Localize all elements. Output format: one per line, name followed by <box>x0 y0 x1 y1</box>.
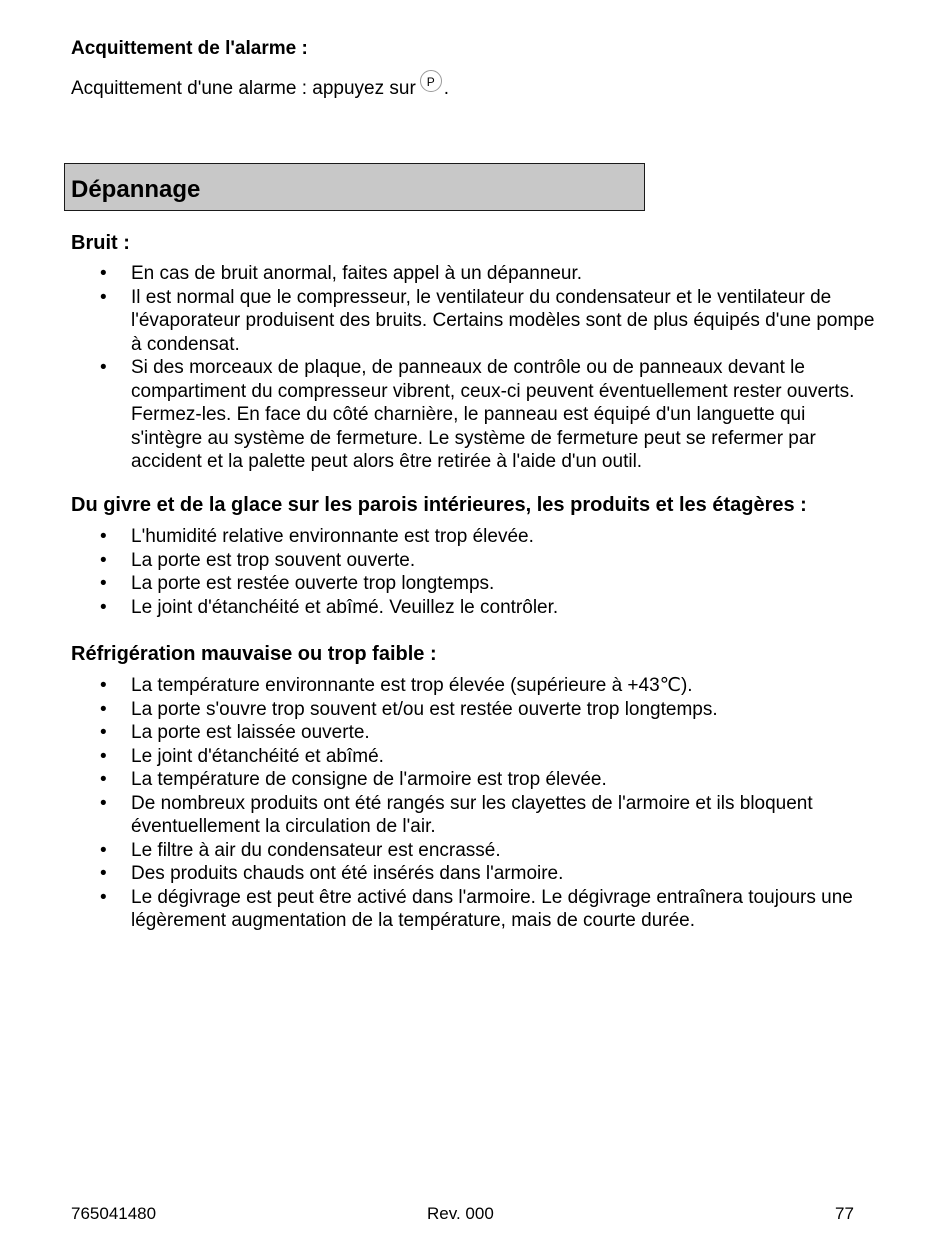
frost-heading: Du givre et de la glace sur les parois intérieures, les produits et les étagères : <box>71 494 807 516</box>
list-item: • La température de consigne de l'armoire est trop élevée. <box>0 768 880 792</box>
refrigeration-list <box>0 674 880 933</box>
alarm-ack-text <box>71 70 449 100</box>
section-title-banner <box>64 163 645 211</box>
list-item: • La porte est restée ouverte trop longtemps. <box>0 572 880 596</box>
refrigeration-heading: Réfrigération mauvaise ou trop faible : <box>71 643 437 665</box>
list-item: • En cas de bruit anormal, faites appel à un dépanneur. <box>0 262 880 286</box>
noise-list <box>0 262 880 474</box>
list-item: • Le filtre à air du condensateur est encrassé. <box>0 839 880 863</box>
footer-revision: Rev. 000 <box>427 1204 494 1223</box>
noise-heading: Bruit : <box>71 232 130 254</box>
list-item: • Si des morceaux de plaque, de panneaux de contrôle ou de panneaux devant le compartiment du compresseur vibrent, ceux-ci peuvent éventuellement rester ouverts. Fermez-les. En face du côté charnière, le panneau est équipé d'un languette qui s'intègre au système de fermeture. Le système de fermeture peut se refermer par accident et la palette peut alors être retirée à l'aide d'un outil. <box>0 356 880 474</box>
list-item: • Il est normal que le compresseur, le ventilateur du condensateur et le ventilateur de l'évaporateur produisent des bruits. Certains modèles sont de plus équipés d'une pompe à condensat. <box>0 286 880 357</box>
alarm-ack-heading: Acquittement de l'alarme : <box>71 38 308 59</box>
list-item: • La température environnante est trop élevée (supérieure à +43℃). <box>0 674 880 698</box>
frost-list <box>0 525 880 619</box>
footer-page-number: 77 <box>835 1204 854 1223</box>
list-item: • Des produits chauds ont été insérés dans l'armoire. <box>0 862 880 886</box>
list-item: • Le joint d'étanchéité et abîmé. <box>0 745 880 769</box>
list-item: • La porte est trop souvent ouverte. <box>0 549 880 573</box>
alarm-ack-period: . <box>443 78 450 99</box>
list-item: • Le joint d'étanchéité et abîmé. Veuillez le contrôler. <box>0 596 880 620</box>
list-item: • La porte s'ouvre trop souvent et/ou est restée ouverte trop longtemps. <box>0 698 880 722</box>
list-item: • De nombreux produits ont été rangés sur les clayettes de l'armoire et ils bloquent éventuellement la circulation de l'air. <box>0 792 880 839</box>
section-title: Dépannage <box>71 176 201 203</box>
footer-document-number: 765041480 <box>71 1204 157 1223</box>
p-key-icon: P <box>420 70 442 92</box>
list-item: • La porte est laissée ouverte. <box>0 721 880 745</box>
list-item: • L'humidité relative environnante est trop élevée. <box>0 525 880 549</box>
alarm-ack-instruction: Acquittement d'une alarme : appuyez sur <box>71 78 416 99</box>
list-item: • Le dégivrage est peut être activé dans l'armoire. Le dégivrage entraînera toujours une légèrement augmentation de la température, mais de courte durée. <box>0 886 880 933</box>
